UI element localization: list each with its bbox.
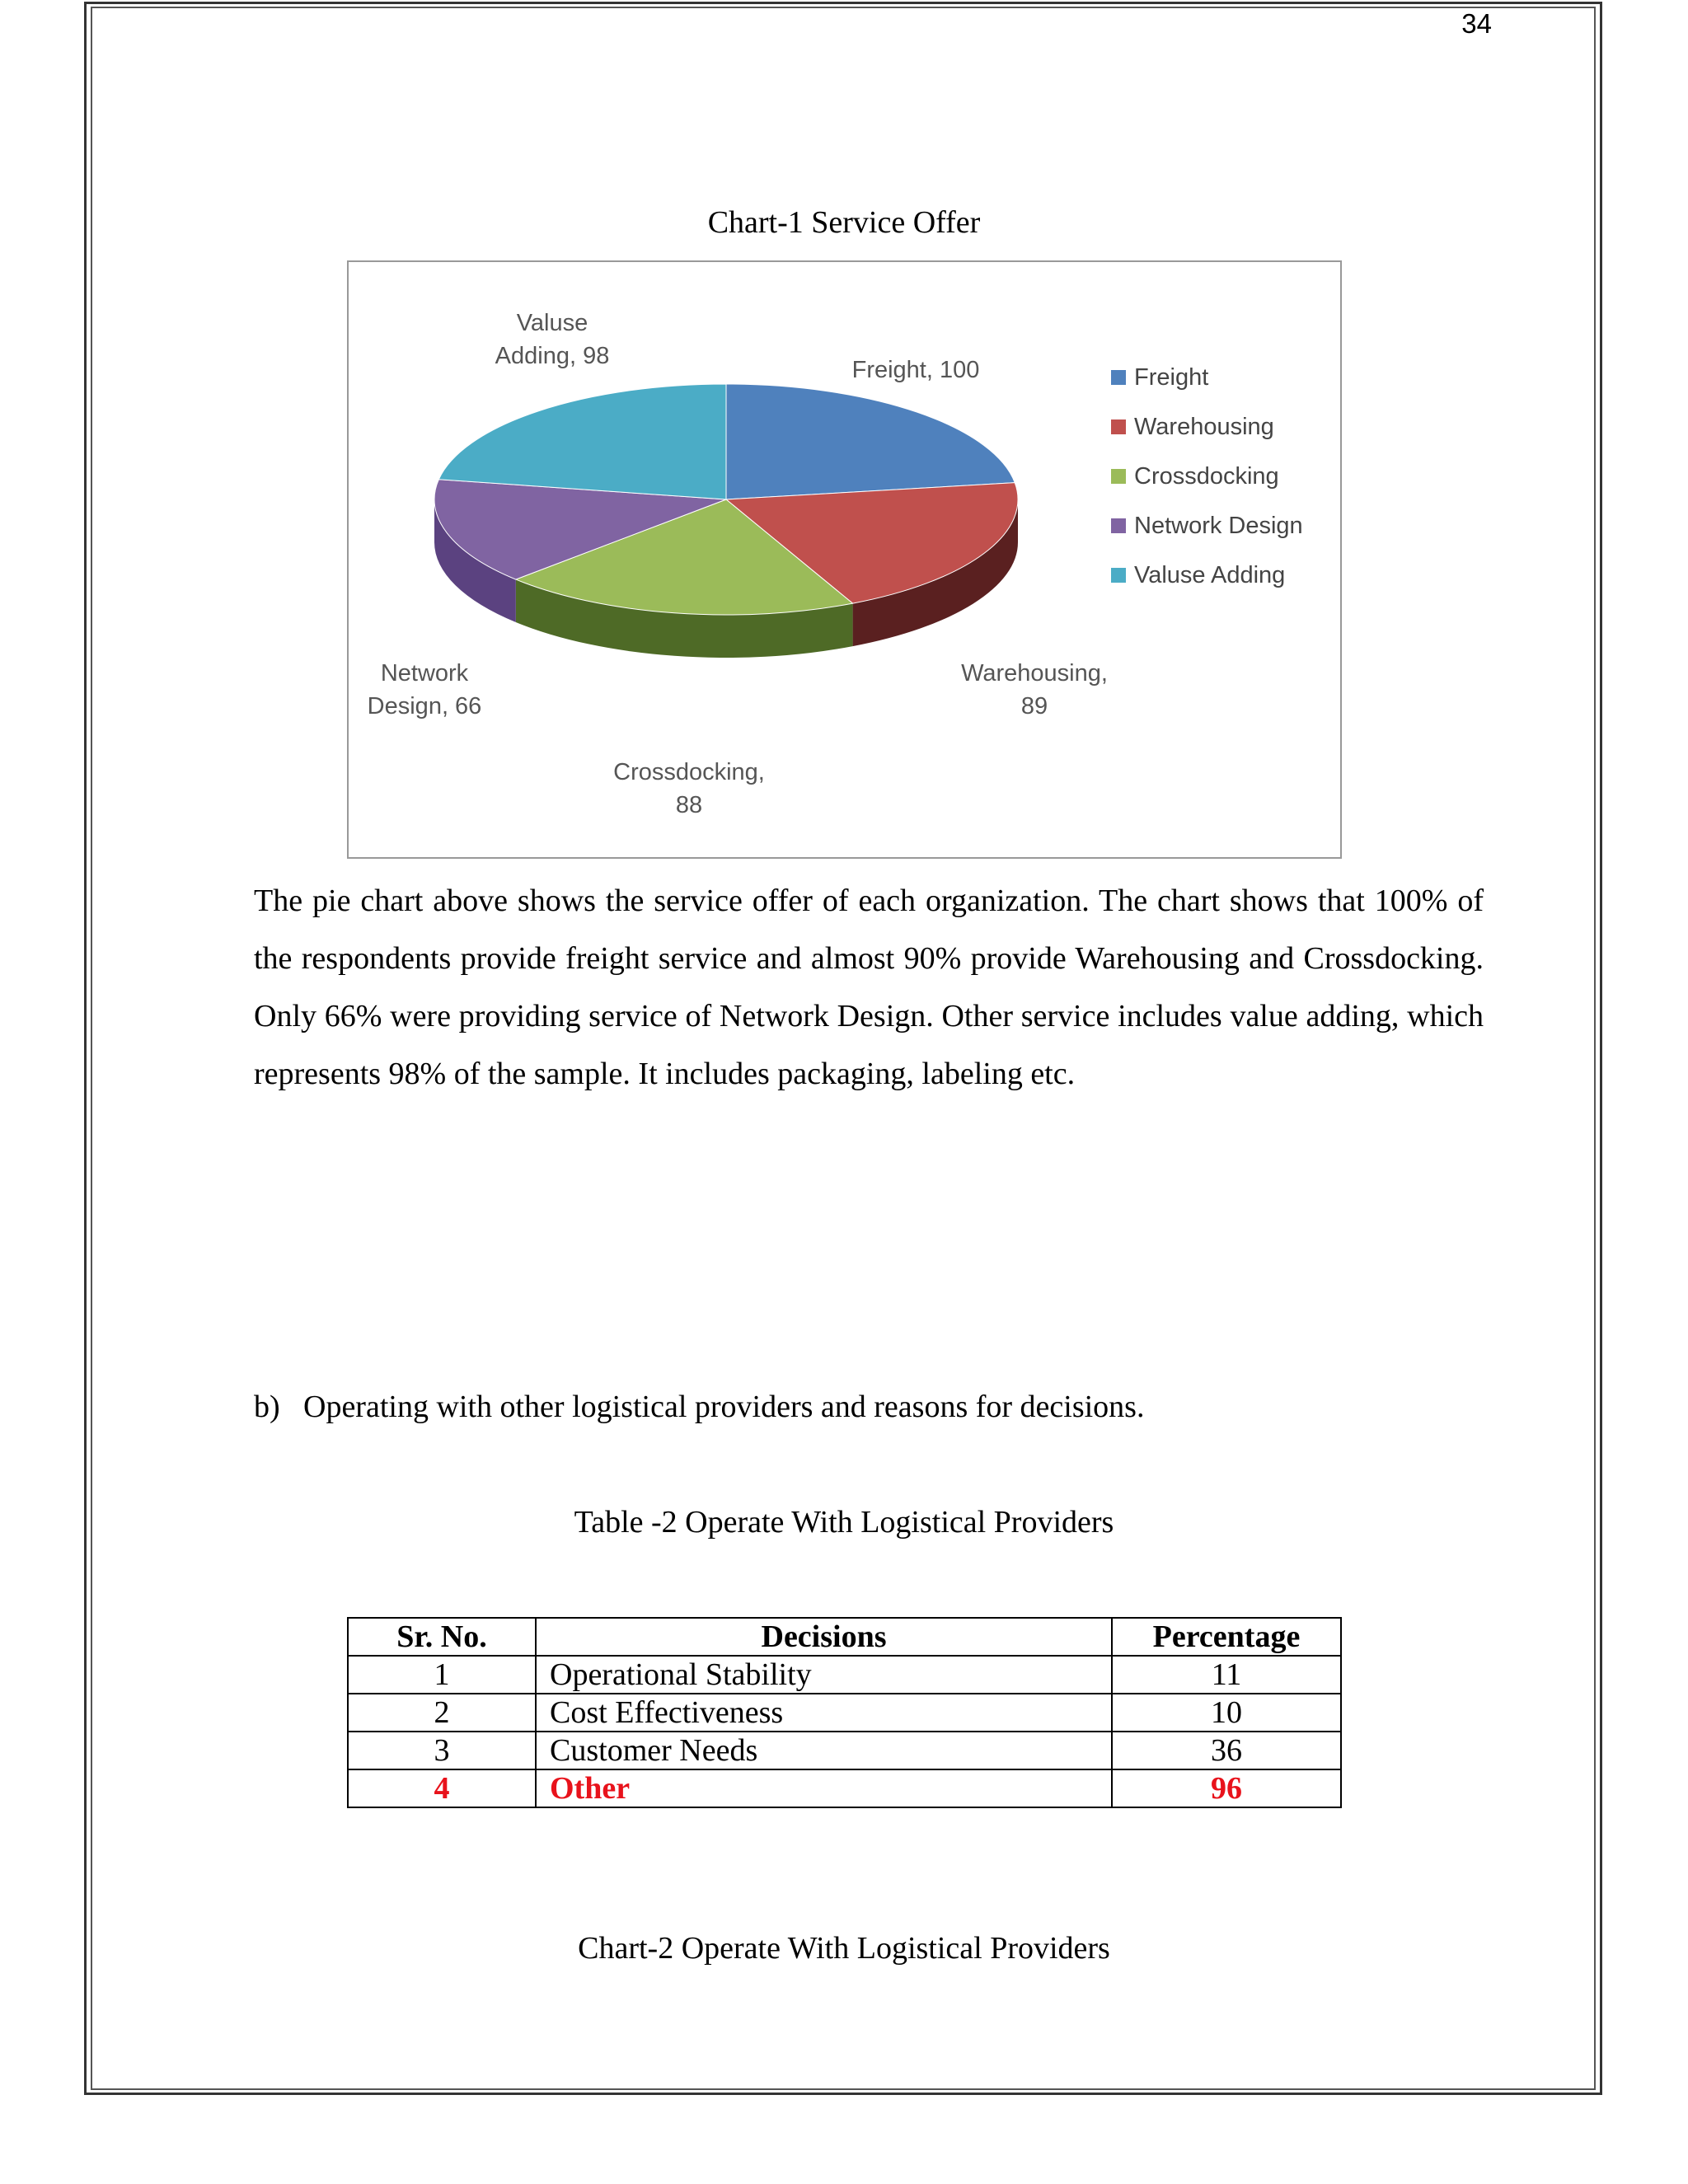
data-label-crossdocking: Crossdocking, 88 xyxy=(613,759,765,818)
legend-label: Warehousing xyxy=(1134,413,1274,440)
pie-slice-valuse-adding xyxy=(438,384,726,499)
table-row-highlighted xyxy=(348,1769,1341,1807)
legend-label: Valuse Adding xyxy=(1134,561,1286,588)
legend-label: Crossdocking xyxy=(1134,462,1279,490)
legend-item-freight xyxy=(1111,353,1303,402)
legend-swatch xyxy=(1111,370,1126,385)
cell-sr-no: 1 xyxy=(348,1656,536,1694)
legend-label: Freight xyxy=(1134,363,1209,391)
page-number: 34 xyxy=(1461,8,1492,39)
legend-swatch xyxy=(1111,518,1126,533)
cell-decision: Customer Needs xyxy=(536,1732,1112,1769)
cell-decision: Other xyxy=(536,1769,1112,1807)
decisions-table xyxy=(347,1617,1342,1808)
data-label-valuse-adding: Valuse Adding, 98 xyxy=(495,310,610,369)
legend-swatch xyxy=(1111,469,1126,484)
header-percentage: Percentage xyxy=(1112,1618,1341,1656)
table-row xyxy=(348,1732,1341,1769)
cell-sr-no: 4 xyxy=(348,1769,536,1807)
section-text: Operating with other logistical providers and reasons for decisions. xyxy=(303,1390,1145,1424)
cell-percentage: 96 xyxy=(1112,1769,1341,1807)
cell-percentage: 11 xyxy=(1112,1656,1341,1694)
pie-slice-freight xyxy=(726,384,1015,499)
cell-decision: Operational Stability xyxy=(536,1656,1112,1694)
chart2-caption: Chart-2 Operate With Logistical Providers xyxy=(578,1931,1110,1966)
legend-swatch xyxy=(1111,419,1126,434)
table2-caption: Table -2 Operate With Logistical Providers xyxy=(574,1505,1114,1540)
data-label-warehousing: Warehousing, 89 xyxy=(961,660,1108,719)
cell-percentage: 10 xyxy=(1112,1694,1341,1732)
legend-label: Network Design xyxy=(1134,512,1303,539)
table-row xyxy=(348,1694,1341,1732)
chart1-caption: Chart-1 Service Offer xyxy=(707,205,981,240)
cell-sr-no: 3 xyxy=(348,1732,536,1769)
legend-item-valuse-adding xyxy=(1111,551,1303,600)
legend-swatch xyxy=(1111,568,1126,583)
cell-percentage: 36 xyxy=(1112,1732,1341,1769)
header-decisions: Decisions xyxy=(536,1618,1112,1656)
cell-sr-no: 2 xyxy=(348,1694,536,1732)
data-label-network-design: Network Design, 66 xyxy=(367,660,482,719)
table-row xyxy=(348,1656,1341,1694)
legend-item-warehousing xyxy=(1111,402,1303,452)
chart1-container xyxy=(347,260,1342,859)
data-label-freight: Freight, 100 xyxy=(851,357,980,383)
legend-item-crossdocking xyxy=(1111,452,1303,501)
section-heading xyxy=(254,1389,1144,1425)
chart-legend xyxy=(1111,353,1303,600)
legend-item-network-design xyxy=(1111,501,1303,551)
body-paragraph: The pie chart above shows the service offer of each organization. The chart shows that 100% of the respondents provide freight service and almost 90% provide Warehousing and Crossdocking. Only 66% were providing service of Network Design. Other service includes value adding, which represents 98% of the sample. It includes packaging, labeling etc. xyxy=(254,883,1484,1091)
section-marker: b) xyxy=(254,1390,280,1424)
table-header-row xyxy=(348,1618,1341,1656)
header-sr-no: Sr. No. xyxy=(348,1618,536,1656)
pie-tops xyxy=(434,384,1018,615)
cell-decision: Cost Effectiveness xyxy=(536,1694,1112,1732)
